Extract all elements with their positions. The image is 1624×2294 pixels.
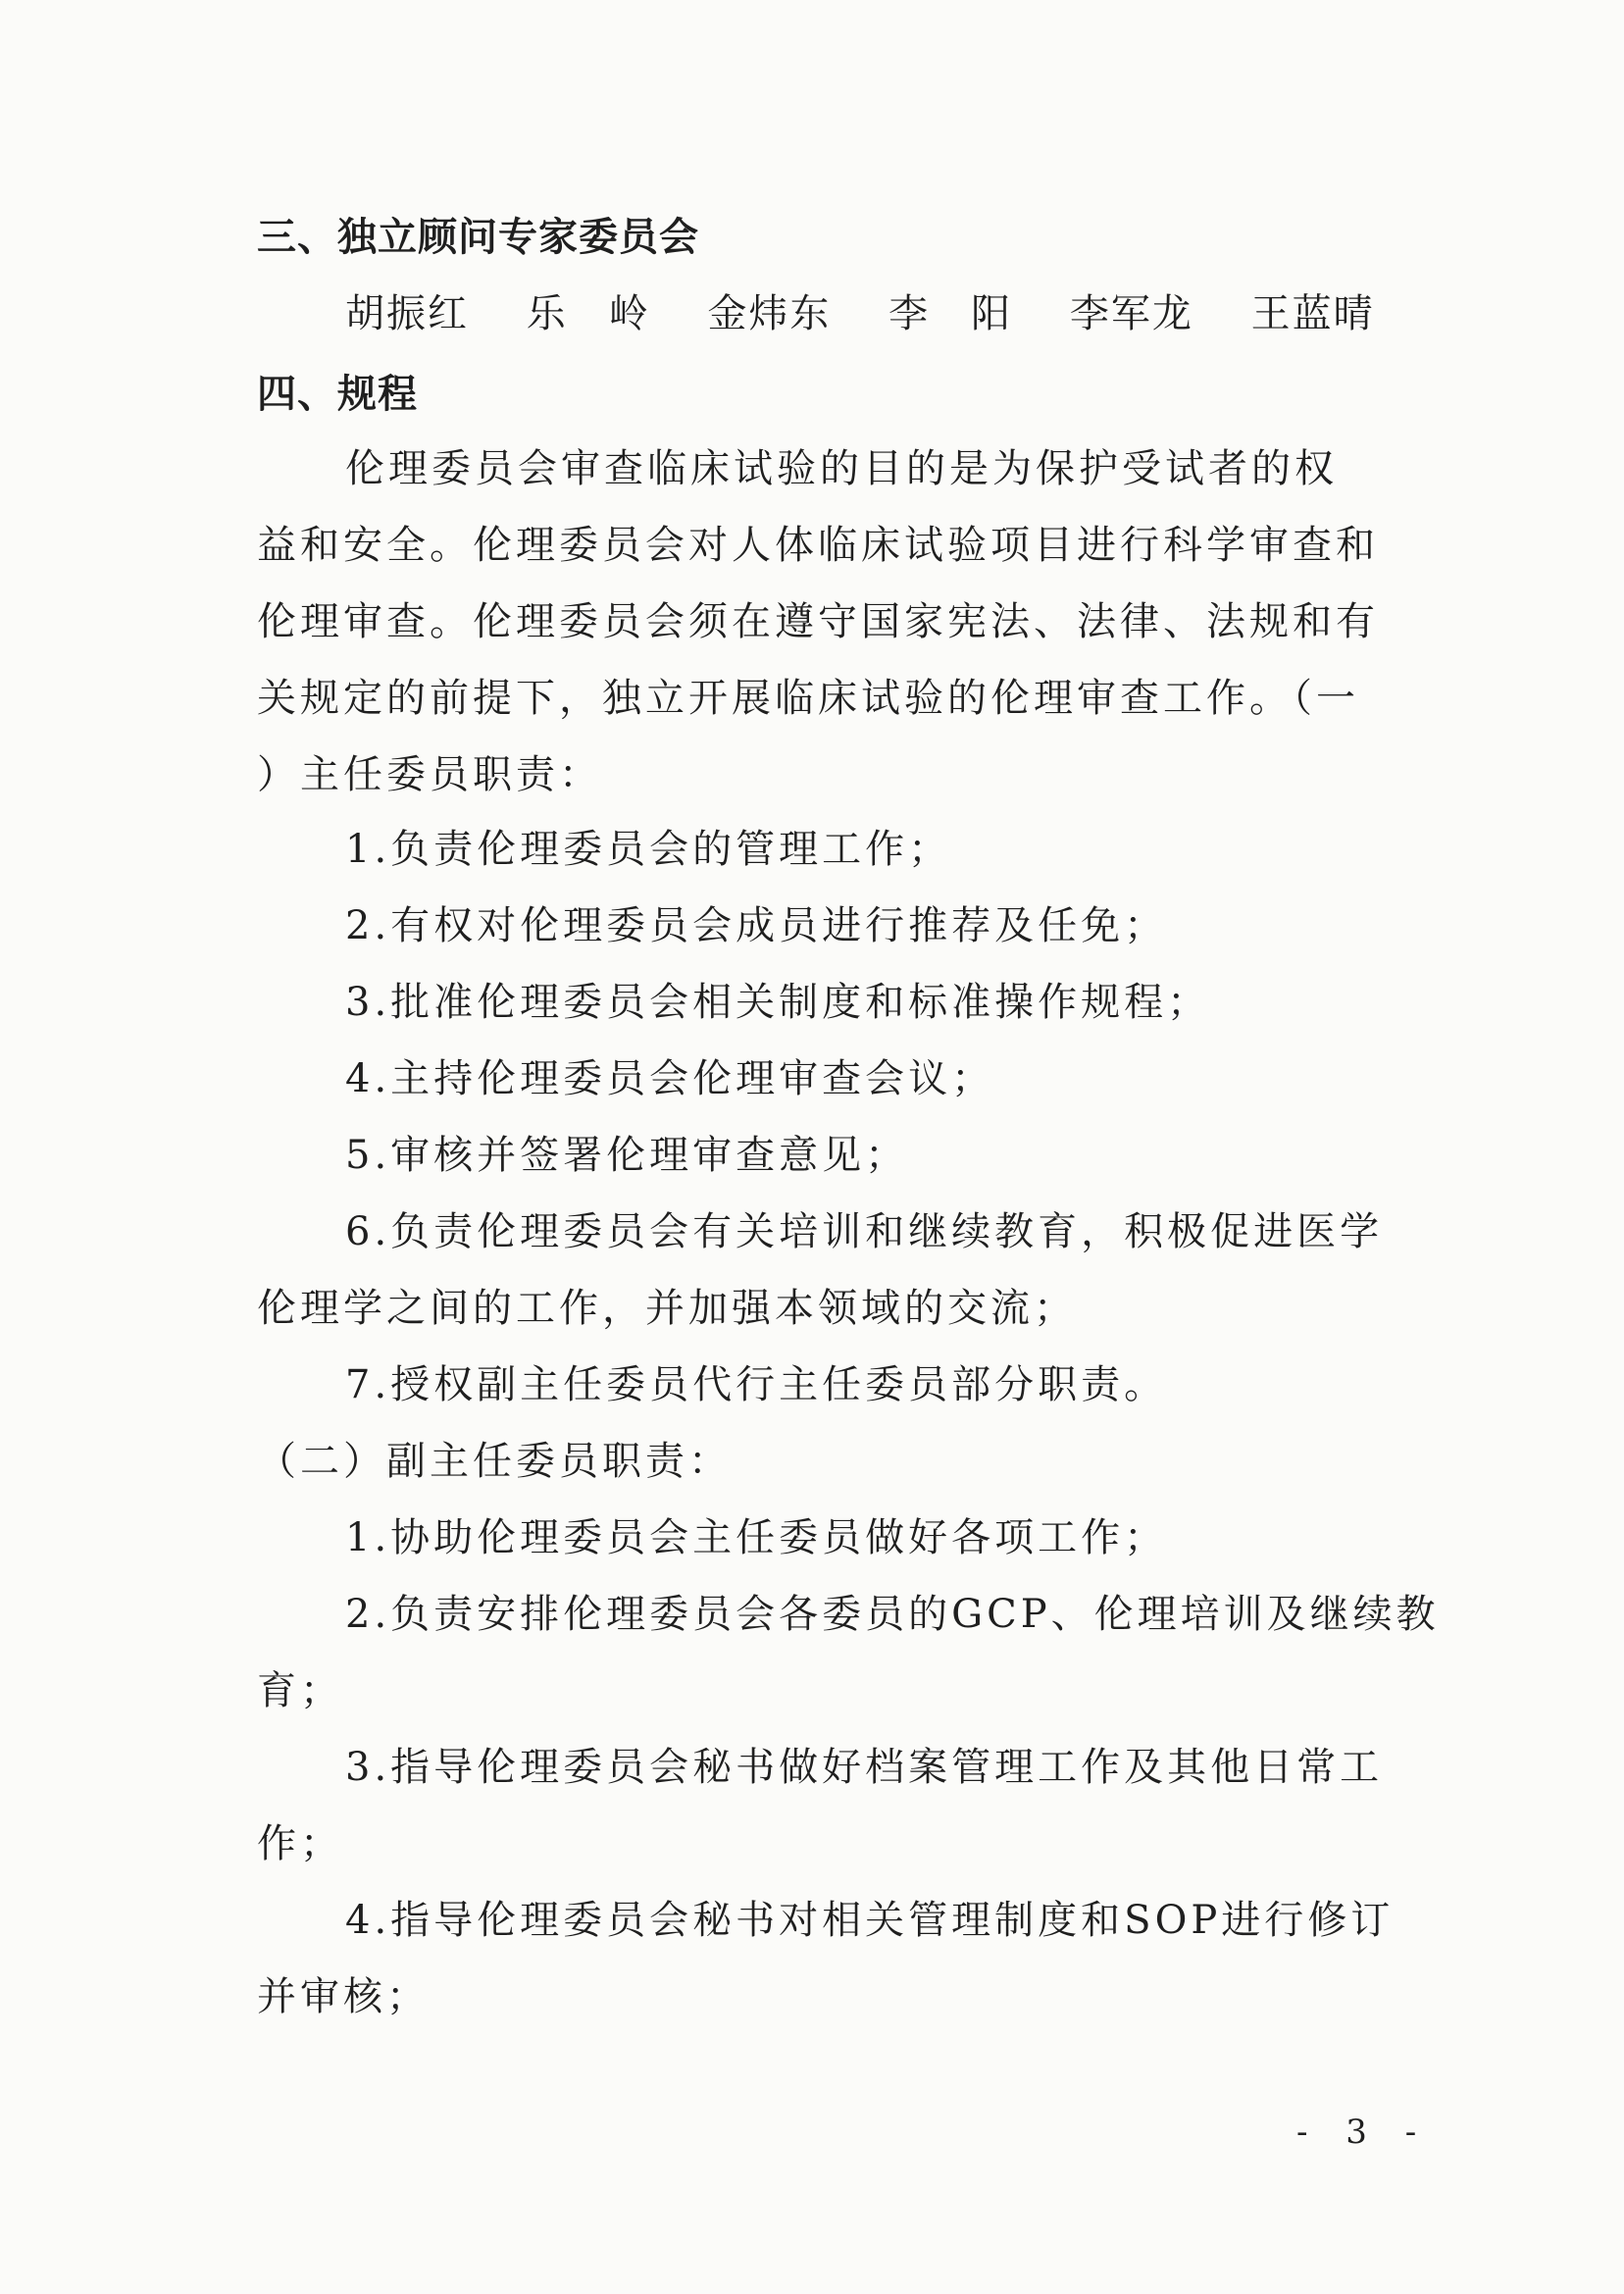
duty-item: 伦理学之间的工作，并加强本领域的交流； (257, 1286, 1077, 1331)
section-4-heading: 四、规程 (257, 372, 418, 417)
intro-line: 伦理审查。伦理委员会须在遵守国家宪法、法律、法规和有 (257, 599, 1379, 644)
intro-line: 益和安全。伦理委员会对人体临床试验项目进行科学审查和 (257, 523, 1379, 568)
advisor-names (345, 290, 1375, 337)
duty-item: 3.批准伦理委员会相关制度和标准操作规程； (345, 980, 1211, 1025)
duty-item: 并审核； (257, 1974, 430, 2019)
duty-item: 1.负责伦理委员会的管理工作； (345, 827, 952, 872)
intro-line: ）主任委员职责： (257, 752, 602, 797)
intro-line: 关规定的前提下，独立开展临床试验的伦理审查工作。（一 (257, 676, 1359, 721)
member-name: 金炜东 (707, 291, 832, 336)
intro-line: 伦理委员会审查临床试验的目的是为保护受试者的权 (345, 446, 1338, 491)
duty-item: 2.负责安排伦理委员会各委员的GCP、伦理培训及继续教 (345, 1592, 1440, 1637)
duty-item: 3.指导伦理委员会秘书做好档案管理工作及其他日常工 (345, 1745, 1384, 1790)
member-name: 李 阳 (888, 291, 1013, 336)
duty-item: 1.协助伦理委员会主任委员做好各项工作； (345, 1515, 1168, 1560)
member-name: 李军龙 (1069, 291, 1193, 336)
duty-item: 4.指导伦理委员会秘书对相关管理制度和SOP进行修订 (345, 1898, 1395, 1943)
member-name: 胡振红 (345, 291, 469, 336)
duty-item: 作； (257, 1821, 343, 1866)
member-name: 王蓝晴 (1250, 291, 1375, 336)
duty-item: 2.有权对伦理委员会成员进行推荐及任免； (345, 903, 1168, 948)
duty-item: 育； (257, 1668, 343, 1713)
duty-item: 7.授权副主任委员代行主任委员部分职责。 (345, 1362, 1168, 1407)
deputy-heading: （二）副主任委员职责： (257, 1439, 732, 1484)
page-number: - 3 - (1296, 2113, 1431, 2152)
duty-item: 6.负责伦理委员会有关培训和继续教育，积极促进医学 (345, 1209, 1384, 1254)
member-name: 乐 岭 (526, 291, 650, 336)
duty-item: 4.主持伦理委员会伦理审查会议； (345, 1056, 995, 1101)
duty-item: 5.审核并签署伦理审查意见； (345, 1133, 909, 1178)
section-3-heading: 三、独立顾问专家委员会 (257, 215, 699, 260)
